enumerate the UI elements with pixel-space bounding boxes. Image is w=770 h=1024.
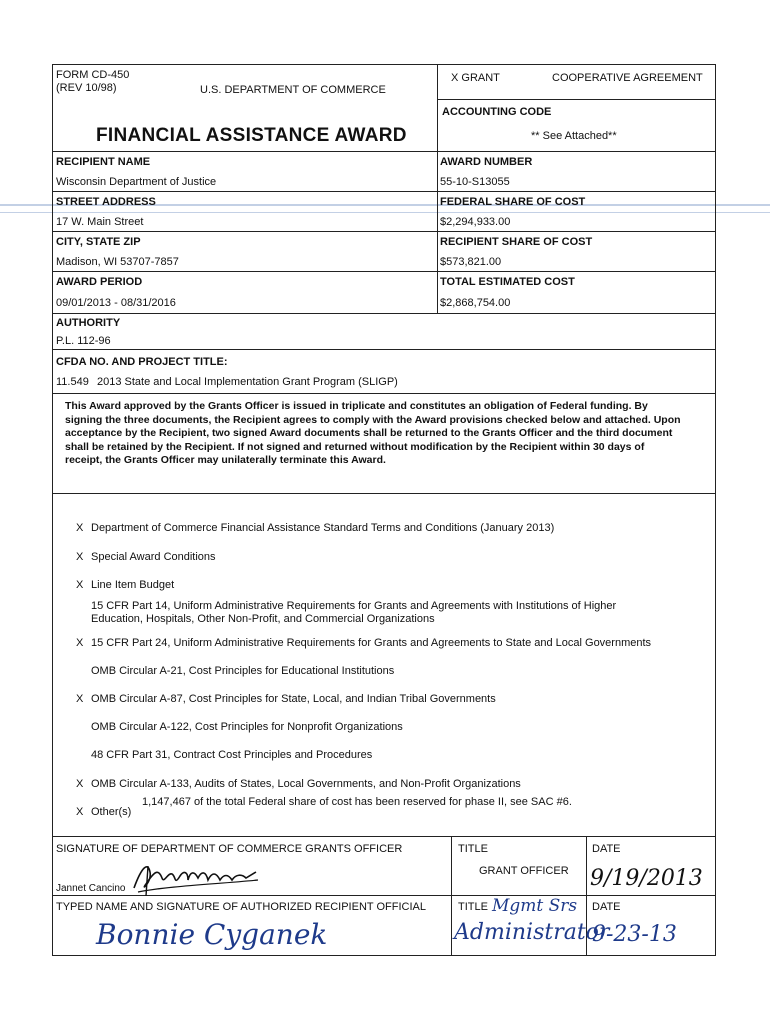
provision-item: OMB Circular A-21, Cost Principles for Educational Institutions: [91, 665, 395, 677]
recipient-title-label: TITLE: [458, 901, 488, 913]
rule: [52, 313, 716, 314]
rule: [52, 151, 716, 152]
rule: [52, 836, 716, 837]
city-state-zip-label: CITY, STATE ZIP: [56, 236, 141, 248]
recipient-share-label: RECIPIENT SHARE OF COST: [440, 236, 593, 248]
rule: [52, 393, 716, 394]
award-type-cooperative: COOPERATIVE AGREEMENT: [552, 72, 703, 84]
total-cost-value: $2,868,754.00: [440, 297, 511, 309]
recipient-signature: Bonnie Cyganek: [96, 918, 328, 951]
award-number-value: 55-10-S13055: [440, 176, 510, 188]
total-cost-label: TOTAL ESTIMATED COST: [440, 276, 575, 288]
award-period-value: 09/01/2013 - 08/31/2016: [56, 297, 176, 309]
other-label: Other(s): [91, 806, 132, 818]
column-divider: [437, 64, 438, 313]
recipient-date-value: 9-23-13: [592, 922, 677, 947]
recipient-title-line2: Administrator: [454, 920, 610, 945]
award-number-label: AWARD NUMBER: [440, 156, 533, 168]
officer-date-label: DATE: [592, 843, 621, 855]
officer-date-value: 9/19/2013: [590, 866, 703, 891]
provision-mark: X: [76, 693, 84, 705]
recipient-title-line1: Mgmt Srs: [492, 896, 578, 916]
grants-officer-signature: [128, 858, 268, 898]
rule: [52, 349, 716, 350]
provision-item: 48 CFR Part 31, Contract Cost Principles and Procedures: [91, 749, 373, 761]
provision-item: Line Item Budget: [91, 579, 175, 591]
recipient-name-value: Wisconsin Department of Justice: [56, 176, 217, 188]
award-type-grant: X GRANT: [451, 72, 500, 84]
federal-share-label: FEDERAL SHARE OF COST: [440, 196, 586, 208]
recipient-official-label: TYPED NAME AND SIGNATURE OF AUTHORIZED RECIPIENT OFFICIAL: [56, 901, 426, 913]
provision-item: OMB Circular A-87, Cost Principles for State, Local, and Indian Tribal Governments: [91, 693, 496, 705]
grants-officer-signature-label: SIGNATURE OF DEPARTMENT OF COMMERCE GRANTS OFFICER: [56, 843, 403, 855]
provision-mark: X: [76, 522, 84, 534]
cfda-number: 11.549: [56, 376, 89, 388]
provision-item: Special Award Conditions: [91, 551, 216, 563]
provision-item: 15 CFR Part 24, Uniform Administrative Requirements for Grants and Agreements to State and Local Governments: [91, 637, 652, 649]
authority-value: P.L. 112-96: [56, 335, 111, 347]
award-notice: This Award approved by the Grants Officer is issued in triplicate and constitutes an obligation of Federal funding. By signing the three documents, the Recipient agrees to comply with the Award provisions checked below and attached. Upon acceptance by the Recipient, two signed Award documents shall be returned to the Grants Officer and the third document shall be retained by the Recipient. If not signed and returned without modification by the Recipient within 30 days of receipt, the Grants Officer may unilaterally terminate this Award.: [65, 400, 681, 467]
provision-item: 15 CFR Part 14, Uniform Administrative Requirements for Grants and Agreements with Institutions of Higher: [91, 600, 617, 612]
recipient-date-label: DATE: [592, 901, 621, 913]
provision-item: OMB Circular A-133, Audits of States, Local Governments, and Non-Profit Organizations: [91, 778, 521, 790]
column-divider: [451, 836, 452, 956]
rule: [52, 493, 716, 494]
provision-item: Department of Commerce Financial Assistance Standard Terms and Conditions (January 2013): [91, 522, 555, 534]
provision-mark: X: [76, 551, 84, 563]
authority-label: AUTHORITY: [56, 317, 121, 329]
rule: [437, 99, 716, 100]
form-number: FORM CD-450: [56, 69, 130, 81]
street-address-label: STREET ADDRESS: [56, 196, 156, 208]
accounting-code-label: ACCOUNTING CODE: [442, 106, 552, 118]
other-mark: X: [76, 806, 84, 818]
provision-item: OMB Circular A-122, Cost Principles for Nonprofit Organizations: [91, 721, 403, 733]
provision-item-continued: Education, Hospitals, Other Non-Profit, and Commercial Organizations: [91, 613, 435, 625]
provision-mark: X: [76, 579, 84, 591]
provision-mark: X: [76, 778, 84, 790]
rule: [52, 191, 716, 192]
project-title: 2013 State and Local Implementation Grant Program (SLIGP): [97, 376, 398, 388]
street-address-value: 17 W. Main Street: [56, 216, 144, 228]
page-title: FINANCIAL ASSISTANCE AWARD: [96, 125, 407, 146]
officer-title-label: TITLE: [458, 843, 488, 855]
grants-officer-name: Jannet Cancino: [56, 883, 126, 894]
recipient-share-value: $573,821.00: [440, 256, 502, 268]
provision-mark: X: [76, 637, 84, 649]
recipient-name-label: RECIPIENT NAME: [56, 156, 151, 168]
city-state-zip-value: Madison, WI 53707-7857: [56, 256, 179, 268]
rule: [52, 271, 716, 272]
award-period-label: AWARD PERIOD: [56, 276, 143, 288]
cfda-label: CFDA NO. AND PROJECT TITLE:: [56, 356, 228, 368]
other-note: 1,147,467 of the total Federal share of cost has been reserved for phase II, see SAC #6.: [142, 796, 572, 808]
federal-share-value: $2,294,933.00: [440, 216, 511, 228]
accounting-code-value: ** See Attached**: [531, 130, 617, 142]
rule: [52, 231, 716, 232]
form-revision: (REV 10/98): [56, 82, 117, 94]
officer-title-value: GRANT OFFICER: [479, 865, 569, 877]
department-name: U.S. DEPARTMENT OF COMMERCE: [200, 84, 386, 96]
